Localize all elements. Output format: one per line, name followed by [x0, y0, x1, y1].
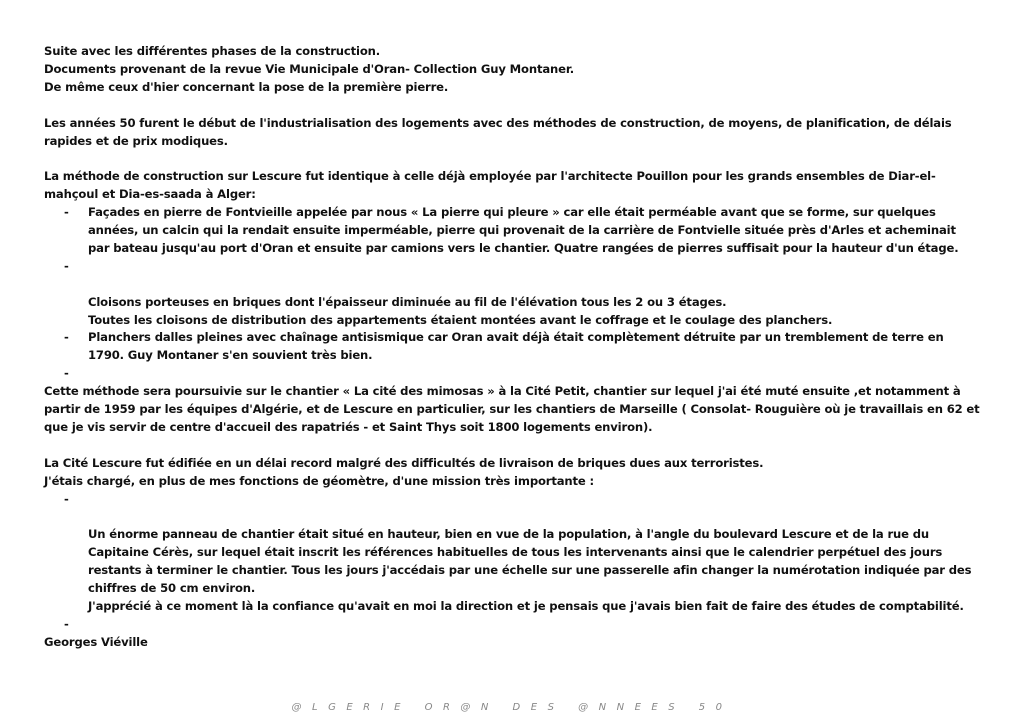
- signature: Georges Viéville: [44, 634, 148, 649]
- list-item: [44, 258, 984, 330]
- list-item: [44, 491, 984, 616]
- bullet-list-methode: [44, 204, 984, 383]
- intro-block: [44, 43, 984, 97]
- footer-watermark: @LGERIE OR@N DES @NNEES 50: [291, 702, 733, 713]
- intro-line: De même ceux d'hier concernant la pose de la première pierre.: [44, 79, 449, 94]
- bullet-text: Un énorme panneau de chantier était situé en hauteur, bien en vue de la population, à l'angle du boulevard Lescure et de la rue du Capitaine Cérès, sur lequel était inscrit les références habituelles de tous les intervenants ainsi que le calendrier perpétuel des jours restants à terminer le chantier. Tous les jours j'accédais par une échelle sur une passerelle afin changer la numérotation indiquée par des chiffres de 50 cm environ. J'apprécié à ce moment là la confiance qu'avait en moi la direction et je pensais que j'avais bien fait de faire des études de comptabilité.: [88, 527, 972, 614]
- bullet-list-mission: [44, 491, 984, 634]
- bullet-dash: -: [64, 366, 69, 381]
- paragraph-record: La Cité Lescure fut édifiée en un délai record malgré des difficultés de livraison de briques dues aux terroristes.: [44, 455, 764, 470]
- bullet-text: Planchers dalles pleines avec chaînage antisismique car Oran avait déjà était complètement détruite par un tremblement de terre en 1790. Guy Montaner s'en souvient très bien.: [88, 330, 944, 363]
- list-item: [44, 204, 984, 258]
- paragraph-methode: La méthode de construction sur Lescure fut identique à celle déjà employée par l'architecte Pouillon pour les grands ensembles de Diar-el-mahçoul et Dia-es-saada à Alger:: [44, 169, 936, 202]
- bullet-dash: -: [64, 205, 69, 220]
- paragraph-industrialisation: Les années 50 furent le début de l'industrialisation des logements avec des méthodes de construction, de moyens, de planification, de délais rapides et de prix modiques.: [44, 115, 952, 148]
- bullet-dash: -: [64, 491, 69, 506]
- bullet-text: Cloisons porteuses en briques dont l'épaisseur diminuée au fil de l'élévation tous les 2 ou 3 étages. Toutes les cloisons de distribution des appartements étaient montées avant le coffrage et le coulage des planchers.: [88, 294, 833, 327]
- list-item: [44, 329, 984, 365]
- bullet-dash: -: [64, 258, 69, 273]
- list-item: [44, 365, 984, 383]
- intro-line: Suite avec les différentes phases de la construction.: [44, 44, 381, 58]
- bullet-dash: -: [64, 616, 69, 631]
- document-body: [44, 43, 984, 652]
- bullet-text: Façades en pierre de Fontvieille appelée par nous « La pierre qui pleure » car elle était perméable avant que se forme, sur quelques années, un calcin qui la rendait ensuite imperméable, pierre qui provenait de la carrière de Fontvielle située près d'Arles et acheminait par bateau jusqu'au port d'Oran et ensuite par camions vers le chantier. Quatre rangées de pierres suffisait pour la hauteur d'un étage.: [88, 205, 959, 255]
- paragraph-mimosas: Cette méthode sera poursuivie sur le chantier « La cité des mimosas » à la Cité Petit, chantier sur lequel j'ai été muté ensuite ,et notamment à partir de 1959 par les équipes d'Algérie, et de Lescure en particulier, sur les chantiers de Marseille ( Consolat- Rouguière où je travaillais en 62 et que je vis servir de centre d'accueil des rapatriés - et Saint Thys soit 1800 logements environ).: [44, 384, 980, 434]
- list-item: [44, 616, 984, 634]
- paragraph-mission-intro: J'étais chargé, en plus de mes fonctions de géomètre, d'une mission très importante :: [44, 473, 594, 488]
- bullet-dash: -: [64, 330, 69, 345]
- intro-line: Documents provenant de la revue Vie Municipale d'Oran- Collection Guy Montaner.: [44, 61, 575, 76]
